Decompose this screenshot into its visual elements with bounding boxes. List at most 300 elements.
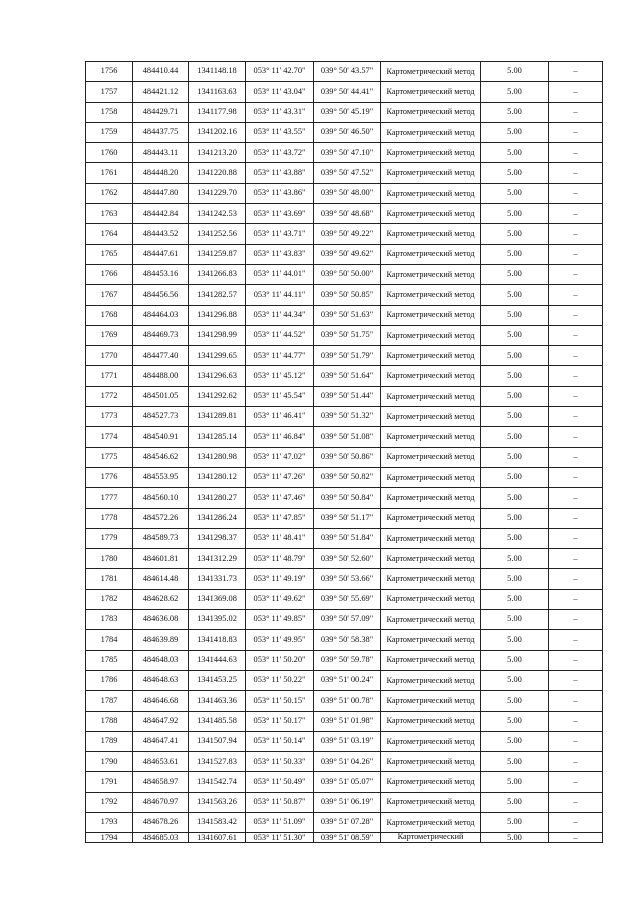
note-cell: –: [549, 285, 603, 305]
latitude-cell: 053° 11' 49.85": [246, 610, 314, 630]
table-row: [86, 82, 603, 102]
accuracy-cell: 5.00: [481, 549, 549, 569]
table-row: [86, 691, 603, 711]
table-row: [86, 772, 603, 792]
longitude-cell: 039° 50' 51.32": [314, 407, 381, 427]
longitude-cell: 039° 50' 50.82": [314, 467, 381, 487]
x-coordinate-cell: 484628.62: [133, 589, 189, 609]
accuracy-cell: 5.00: [481, 183, 549, 203]
point-number-cell: 1793: [86, 812, 133, 832]
method-cell: Картометрический метод: [381, 670, 481, 690]
accuracy-cell: 5.00: [481, 528, 549, 548]
accuracy-cell: 5.00: [481, 386, 549, 406]
note-cell: –: [549, 528, 603, 548]
latitude-cell: 053° 11' 50.22": [246, 670, 314, 690]
y-coordinate-cell: 1341312.29: [189, 549, 246, 569]
table-row: [86, 812, 603, 832]
method-cell: Картометрический: [381, 833, 481, 843]
x-coordinate-cell: 484647.41: [133, 731, 189, 751]
method-cell: Картометрический метод: [381, 752, 481, 772]
latitude-cell: 053° 11' 49.19": [246, 569, 314, 589]
y-coordinate-cell: 1341527.83: [189, 752, 246, 772]
table-row: [86, 244, 603, 264]
accuracy-cell: 5.00: [481, 305, 549, 325]
point-number-cell: 1787: [86, 691, 133, 711]
table-row: [86, 122, 603, 142]
latitude-cell: 053° 11' 51.09": [246, 812, 314, 832]
y-coordinate-cell: 1341286.24: [189, 508, 246, 528]
x-coordinate-cell: 484601.81: [133, 549, 189, 569]
y-coordinate-cell: 1341296.88: [189, 305, 246, 325]
x-coordinate-cell: 484437.75: [133, 122, 189, 142]
longitude-cell: 039° 51' 08.59": [314, 833, 381, 843]
table-row: [86, 204, 603, 224]
y-coordinate-cell: 1341292.62: [189, 386, 246, 406]
table-row: [86, 346, 603, 366]
table-row: [86, 467, 603, 487]
longitude-cell: 039° 50' 51.75": [314, 325, 381, 345]
latitude-cell: 053° 11' 47.46": [246, 488, 314, 508]
note-cell: –: [549, 366, 603, 386]
method-cell: Картометрический метод: [381, 812, 481, 832]
table-row: [86, 427, 603, 447]
x-coordinate-cell: 484670.97: [133, 792, 189, 812]
note-cell: –: [549, 143, 603, 163]
table-row: [86, 569, 603, 589]
point-number-cell: 1781: [86, 569, 133, 589]
latitude-cell: 053° 11' 47.02": [246, 447, 314, 467]
longitude-cell: 039° 50' 45.19": [314, 102, 381, 122]
method-cell: Картометрический метод: [381, 285, 481, 305]
accuracy-cell: 5.00: [481, 447, 549, 467]
longitude-cell: 039° 50' 51.44": [314, 386, 381, 406]
accuracy-cell: 5.00: [481, 346, 549, 366]
point-number-cell: 1778: [86, 508, 133, 528]
longitude-cell: 039° 50' 43.57": [314, 62, 381, 82]
point-number-cell: 1786: [86, 670, 133, 690]
x-coordinate-cell: 484447.80: [133, 183, 189, 203]
longitude-cell: 039° 50' 51.17": [314, 508, 381, 528]
method-cell: Картометрический метод: [381, 143, 481, 163]
table-row: [86, 549, 603, 569]
longitude-cell: 039° 50' 53.66": [314, 569, 381, 589]
x-coordinate-cell: 484464.03: [133, 305, 189, 325]
y-coordinate-cell: 1341444.63: [189, 650, 246, 670]
latitude-cell: 053° 11' 51.30": [246, 833, 314, 843]
accuracy-cell: 5.00: [481, 691, 549, 711]
method-cell: Картометрический метод: [381, 549, 481, 569]
longitude-cell: 039° 50' 49.62": [314, 244, 381, 264]
x-coordinate-cell: 484646.68: [133, 691, 189, 711]
table-row: [86, 183, 603, 203]
latitude-cell: 053° 11' 42.70": [246, 62, 314, 82]
accuracy-cell: 5.00: [481, 569, 549, 589]
method-cell: Картометрический метод: [381, 366, 481, 386]
method-cell: Картометрический метод: [381, 183, 481, 203]
latitude-cell: 053° 11' 49.62": [246, 589, 314, 609]
point-number-cell: 1775: [86, 447, 133, 467]
note-cell: –: [549, 62, 603, 82]
table-row: [86, 610, 603, 630]
table-row: [86, 488, 603, 508]
method-cell: Картометрический метод: [381, 346, 481, 366]
table-row: [86, 508, 603, 528]
note-cell: –: [549, 163, 603, 183]
y-coordinate-cell: 1341583.42: [189, 812, 246, 832]
accuracy-cell: 5.00: [481, 508, 549, 528]
point-number-cell: 1776: [86, 467, 133, 487]
accuracy-cell: 5.00: [481, 792, 549, 812]
accuracy-cell: 5.00: [481, 427, 549, 447]
table-row: [86, 752, 603, 772]
latitude-cell: 053° 11' 46.41": [246, 407, 314, 427]
method-cell: Картометрический метод: [381, 386, 481, 406]
x-coordinate-cell: 484648.03: [133, 650, 189, 670]
x-coordinate-cell: 484469.73: [133, 325, 189, 345]
table-row: [86, 711, 603, 731]
y-coordinate-cell: 1341259.87: [189, 244, 246, 264]
point-number-cell: 1773: [86, 407, 133, 427]
method-cell: Картометрический метод: [381, 82, 481, 102]
x-coordinate-cell: 484658.97: [133, 772, 189, 792]
latitude-cell: 053° 11' 44.52": [246, 325, 314, 345]
x-coordinate-cell: 484639.89: [133, 630, 189, 650]
accuracy-cell: 5.00: [481, 650, 549, 670]
method-cell: Картометрический метод: [381, 610, 481, 630]
note-cell: –: [549, 711, 603, 731]
longitude-cell: 039° 51' 00.24": [314, 670, 381, 690]
latitude-cell: 053° 11' 43.31": [246, 102, 314, 122]
y-coordinate-cell: 1341563.26: [189, 792, 246, 812]
x-coordinate-cell: 484648.63: [133, 670, 189, 690]
point-number-cell: 1785: [86, 650, 133, 670]
method-cell: Картометрический метод: [381, 488, 481, 508]
x-coordinate-cell: 484589.73: [133, 528, 189, 548]
point-number-cell: 1769: [86, 325, 133, 345]
x-coordinate-cell: 484442.84: [133, 204, 189, 224]
note-cell: –: [549, 305, 603, 325]
y-coordinate-cell: 1341463.36: [189, 691, 246, 711]
point-number-cell: 1774: [86, 427, 133, 447]
accuracy-cell: 5.00: [481, 244, 549, 264]
table-row: [86, 792, 603, 812]
latitude-cell: 053° 11' 49.95": [246, 630, 314, 650]
x-coordinate-cell: 484429.71: [133, 102, 189, 122]
method-cell: Картометрический метод: [381, 772, 481, 792]
table-row: [86, 670, 603, 690]
longitude-cell: 039° 50' 44.41": [314, 82, 381, 102]
table-row: [86, 528, 603, 548]
note-cell: –: [549, 610, 603, 630]
accuracy-cell: 5.00: [481, 325, 549, 345]
accuracy-cell: 5.00: [481, 122, 549, 142]
x-coordinate-cell: 484456.56: [133, 285, 189, 305]
x-coordinate-cell: 484546.62: [133, 447, 189, 467]
y-coordinate-cell: 1341282.57: [189, 285, 246, 305]
latitude-cell: 053° 11' 50.49": [246, 772, 314, 792]
note-cell: –: [549, 204, 603, 224]
point-number-cell: 1783: [86, 610, 133, 630]
point-number-cell: 1761: [86, 163, 133, 183]
longitude-cell: 039° 50' 50.85": [314, 285, 381, 305]
method-cell: Картометрический метод: [381, 264, 481, 284]
x-coordinate-cell: 484553.95: [133, 467, 189, 487]
latitude-cell: 053° 11' 50.20": [246, 650, 314, 670]
note-cell: –: [549, 589, 603, 609]
accuracy-cell: 5.00: [481, 264, 549, 284]
x-coordinate-cell: 484540.91: [133, 427, 189, 447]
point-number-cell: 1777: [86, 488, 133, 508]
table-row: [86, 366, 603, 386]
accuracy-cell: 5.00: [481, 224, 549, 244]
longitude-cell: 039° 50' 52.60": [314, 549, 381, 569]
x-coordinate-cell: 484560.10: [133, 488, 189, 508]
note-cell: –: [549, 691, 603, 711]
accuracy-cell: 5.00: [481, 731, 549, 751]
latitude-cell: 053° 11' 47.26": [246, 467, 314, 487]
longitude-cell: 039° 50' 48.68": [314, 204, 381, 224]
table-row: [86, 325, 603, 345]
point-number-cell: 1765: [86, 244, 133, 264]
latitude-cell: 053° 11' 50.33": [246, 752, 314, 772]
latitude-cell: 053° 11' 44.34": [246, 305, 314, 325]
method-cell: Картометрический метод: [381, 62, 481, 82]
table-row: [86, 143, 603, 163]
note-cell: –: [549, 407, 603, 427]
longitude-cell: 039° 50' 47.10": [314, 143, 381, 163]
table-row: [86, 447, 603, 467]
y-coordinate-cell: 1341242.53: [189, 204, 246, 224]
y-coordinate-cell: 1341280.27: [189, 488, 246, 508]
longitude-cell: 039° 50' 57.09": [314, 610, 381, 630]
note-cell: –: [549, 346, 603, 366]
point-number-cell: 1791: [86, 772, 133, 792]
y-coordinate-cell: 1341285.14: [189, 427, 246, 447]
note-cell: –: [549, 102, 603, 122]
y-coordinate-cell: 1341280.98: [189, 447, 246, 467]
longitude-cell: 039° 50' 51.08": [314, 427, 381, 447]
table-row: [86, 731, 603, 751]
x-coordinate-cell: 484443.52: [133, 224, 189, 244]
x-coordinate-cell: 484410.44: [133, 62, 189, 82]
longitude-cell: 039° 51' 00.78": [314, 691, 381, 711]
method-cell: Картометрический метод: [381, 447, 481, 467]
x-coordinate-cell: 484443.11: [133, 143, 189, 163]
longitude-cell: 039° 50' 58.38": [314, 630, 381, 650]
table-row: [86, 264, 603, 284]
method-cell: Картометрический метод: [381, 325, 481, 345]
latitude-cell: 053° 11' 44.77": [246, 346, 314, 366]
point-number-cell: 1759: [86, 122, 133, 142]
point-number-cell: 1782: [86, 589, 133, 609]
longitude-cell: 039° 50' 50.86": [314, 447, 381, 467]
y-coordinate-cell: 1341369.08: [189, 589, 246, 609]
table-row: [86, 305, 603, 325]
method-cell: Картометрический метод: [381, 630, 481, 650]
accuracy-cell: 5.00: [481, 467, 549, 487]
longitude-cell: 039° 50' 47.52": [314, 163, 381, 183]
y-coordinate-cell: 1341202.16: [189, 122, 246, 142]
longitude-cell: 039° 50' 50.00": [314, 264, 381, 284]
table-row: [86, 630, 603, 650]
y-coordinate-cell: 1341485.58: [189, 711, 246, 731]
x-coordinate-cell: 484572.26: [133, 508, 189, 528]
longitude-cell: 039° 51' 01.98": [314, 711, 381, 731]
accuracy-cell: 5.00: [481, 204, 549, 224]
latitude-cell: 053° 11' 43.88": [246, 163, 314, 183]
x-coordinate-cell: 484636.08: [133, 610, 189, 630]
method-cell: Картометрический метод: [381, 122, 481, 142]
y-coordinate-cell: 1341299.65: [189, 346, 246, 366]
y-coordinate-cell: 1341298.99: [189, 325, 246, 345]
y-coordinate-cell: 1341177.98: [189, 102, 246, 122]
latitude-cell: 053° 11' 43.86": [246, 183, 314, 203]
y-coordinate-cell: 1341280.12: [189, 467, 246, 487]
longitude-cell: 039° 50' 48.00": [314, 183, 381, 203]
y-coordinate-cell: 1341266.83: [189, 264, 246, 284]
table-row: [86, 833, 603, 843]
table-row: [86, 102, 603, 122]
note-cell: –: [549, 792, 603, 812]
note-cell: –: [549, 82, 603, 102]
accuracy-cell: 5.00: [481, 163, 549, 183]
longitude-cell: 039° 50' 51.79": [314, 346, 381, 366]
table-row: [86, 589, 603, 609]
accuracy-cell: 5.00: [481, 366, 549, 386]
y-coordinate-cell: 1341252.56: [189, 224, 246, 244]
point-number-cell: 1768: [86, 305, 133, 325]
note-cell: –: [549, 122, 603, 142]
accuracy-cell: 5.00: [481, 670, 549, 690]
longitude-cell: 039° 50' 51.63": [314, 305, 381, 325]
latitude-cell: 053° 11' 50.14": [246, 731, 314, 751]
point-number-cell: 1763: [86, 204, 133, 224]
longitude-cell: 039° 50' 49.22": [314, 224, 381, 244]
longitude-cell: 039° 51' 07.28": [314, 812, 381, 832]
x-coordinate-cell: 484447.61: [133, 244, 189, 264]
note-cell: –: [549, 386, 603, 406]
point-number-cell: 1784: [86, 630, 133, 650]
y-coordinate-cell: 1341213.20: [189, 143, 246, 163]
y-coordinate-cell: 1341607.61: [189, 833, 246, 843]
note-cell: –: [549, 508, 603, 528]
table-row: [86, 386, 603, 406]
method-cell: Картометрический метод: [381, 102, 481, 122]
longitude-cell: 039° 50' 50.84": [314, 488, 381, 508]
note-cell: –: [549, 467, 603, 487]
accuracy-cell: 5.00: [481, 589, 549, 609]
longitude-cell: 039° 51' 06.19": [314, 792, 381, 812]
x-coordinate-cell: 484653.61: [133, 752, 189, 772]
accuracy-cell: 5.00: [481, 488, 549, 508]
point-number-cell: 1772: [86, 386, 133, 406]
point-number-cell: 1770: [86, 346, 133, 366]
note-cell: –: [549, 569, 603, 589]
accuracy-cell: 5.00: [481, 285, 549, 305]
accuracy-cell: 5.00: [481, 610, 549, 630]
x-coordinate-cell: 484614.48: [133, 569, 189, 589]
latitude-cell: 053° 11' 50.17": [246, 711, 314, 731]
table-row: [86, 285, 603, 305]
accuracy-cell: 5.00: [481, 82, 549, 102]
latitude-cell: 053° 11' 43.04": [246, 82, 314, 102]
latitude-cell: 053° 11' 48.79": [246, 549, 314, 569]
note-cell: –: [549, 264, 603, 284]
table-row: [86, 163, 603, 183]
accuracy-cell: 5.00: [481, 812, 549, 832]
method-cell: Картометрический метод: [381, 731, 481, 751]
latitude-cell: 053° 11' 45.54": [246, 386, 314, 406]
x-coordinate-cell: 484678.26: [133, 812, 189, 832]
latitude-cell: 053° 11' 50.87": [246, 792, 314, 812]
note-cell: –: [549, 812, 603, 832]
latitude-cell: 053° 11' 48.41": [246, 528, 314, 548]
method-cell: Картометрический метод: [381, 407, 481, 427]
x-coordinate-cell: 484421.12: [133, 82, 189, 102]
table-row: [86, 407, 603, 427]
method-cell: Картометрический метод: [381, 691, 481, 711]
y-coordinate-cell: 1341542.74: [189, 772, 246, 792]
latitude-cell: 053° 11' 43.83": [246, 244, 314, 264]
y-coordinate-cell: 1341296.63: [189, 366, 246, 386]
note-cell: –: [549, 650, 603, 670]
point-number-cell: 1789: [86, 731, 133, 751]
y-coordinate-cell: 1341453.25: [189, 670, 246, 690]
longitude-cell: 039° 51' 03.19": [314, 731, 381, 751]
x-coordinate-cell: 484685.03: [133, 833, 189, 843]
point-number-cell: 1771: [86, 366, 133, 386]
point-number-cell: 1790: [86, 752, 133, 772]
x-coordinate-cell: 484453.16: [133, 264, 189, 284]
y-coordinate-cell: 1341395.02: [189, 610, 246, 630]
method-cell: Картометрический метод: [381, 711, 481, 731]
y-coordinate-cell: 1341220.88: [189, 163, 246, 183]
accuracy-cell: 5.00: [481, 772, 549, 792]
method-cell: Картометрический метод: [381, 569, 481, 589]
y-coordinate-cell: 1341298.37: [189, 528, 246, 548]
note-cell: –: [549, 183, 603, 203]
x-coordinate-cell: 484527.73: [133, 407, 189, 427]
latitude-cell: 053° 11' 43.71": [246, 224, 314, 244]
accuracy-cell: 5.00: [481, 143, 549, 163]
point-number-cell: 1792: [86, 792, 133, 812]
method-cell: Картометрический метод: [381, 244, 481, 264]
accuracy-cell: 5.00: [481, 833, 549, 843]
y-coordinate-cell: 1341331.73: [189, 569, 246, 589]
longitude-cell: 039° 50' 51.84": [314, 528, 381, 548]
accuracy-cell: 5.00: [481, 752, 549, 772]
method-cell: Картометрический метод: [381, 508, 481, 528]
method-cell: Картометрический метод: [381, 528, 481, 548]
longitude-cell: 039° 50' 59.78": [314, 650, 381, 670]
x-coordinate-cell: 484477.40: [133, 346, 189, 366]
point-number-cell: 1760: [86, 143, 133, 163]
table-body: [86, 62, 603, 843]
point-number-cell: 1764: [86, 224, 133, 244]
note-cell: –: [549, 447, 603, 467]
note-cell: –: [549, 670, 603, 690]
y-coordinate-cell: 1341229.70: [189, 183, 246, 203]
point-number-cell: 1794: [86, 833, 133, 843]
table-row: [86, 224, 603, 244]
method-cell: Картометрический метод: [381, 792, 481, 812]
method-cell: Картометрический метод: [381, 589, 481, 609]
method-cell: Картометрический метод: [381, 427, 481, 447]
method-cell: Картометрический метод: [381, 650, 481, 670]
point-number-cell: 1758: [86, 102, 133, 122]
note-cell: –: [549, 731, 603, 751]
latitude-cell: 053° 11' 44.01": [246, 264, 314, 284]
